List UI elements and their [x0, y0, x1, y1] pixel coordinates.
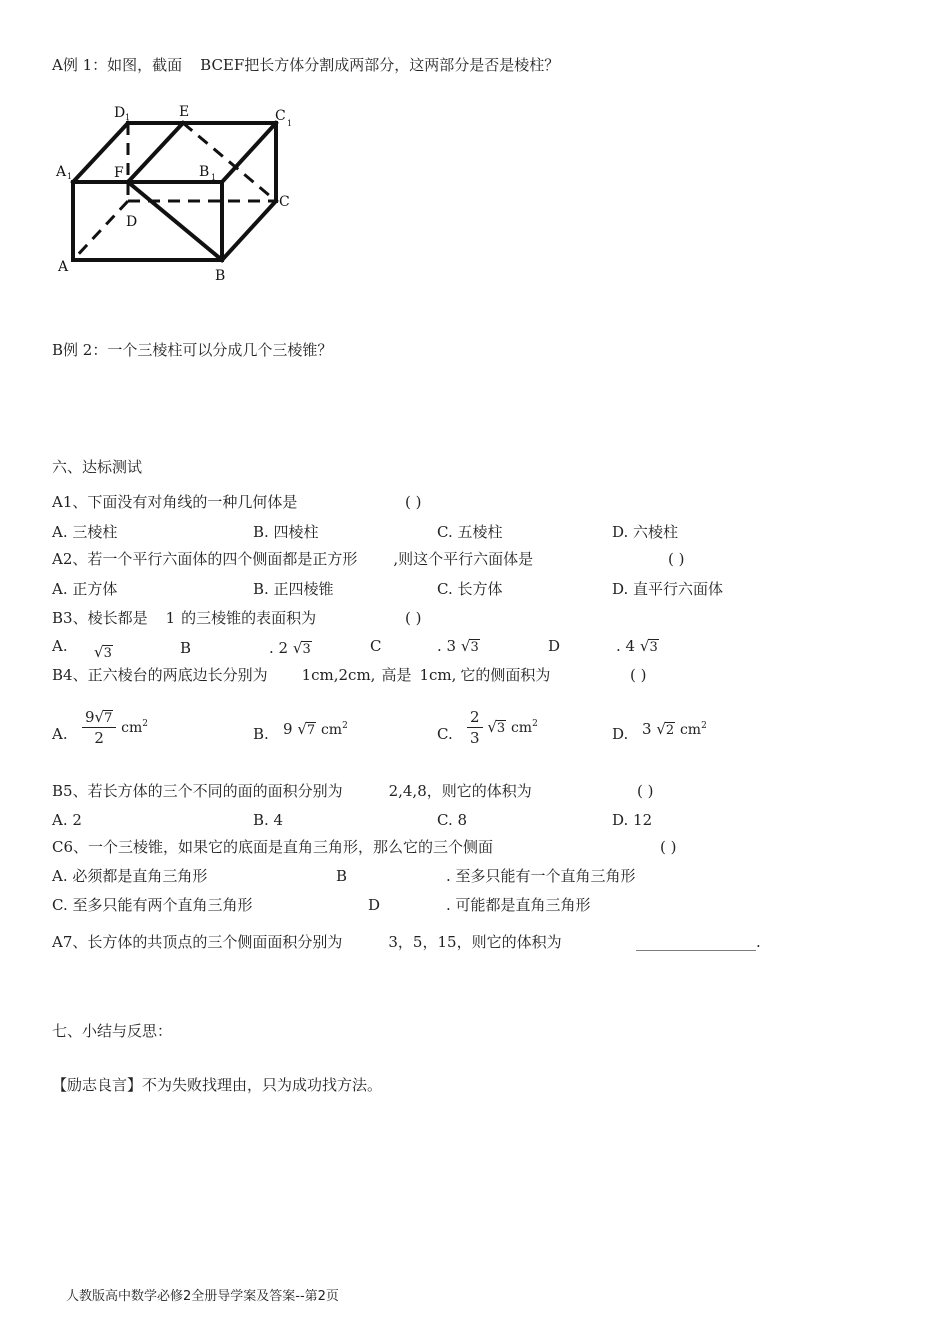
option-b-text: . 至多只能有一个直角三角形	[446, 867, 636, 885]
option-d: D	[368, 896, 381, 914]
option-b: B	[336, 867, 348, 885]
option-a: A. 三棱柱	[52, 523, 118, 541]
answer-paren: ( )	[660, 838, 677, 856]
option-d: D. 直平行六面体	[612, 580, 724, 598]
option-b: B. 4	[253, 811, 284, 829]
label-A1: A	[56, 164, 67, 180]
question-2: A2、若一个平行六面体的四个侧面都是正方形 ,则这个平行六面体是	[52, 550, 534, 568]
option-d-text: . 可能都是直角三角形	[446, 896, 591, 914]
example-2: B例 2：一个三棱柱可以分成几个三棱锥？	[52, 341, 333, 359]
option-a: A. 2	[52, 811, 82, 829]
answer-paren: ( )	[405, 493, 422, 511]
question-7: A7、长方体的共顶点的三个侧面面积分别为 3，5，15，则它的体积为	[52, 933, 562, 951]
svg-text:1: 1	[287, 119, 293, 128]
label-D1: D	[114, 105, 126, 121]
option-a-value: $\frac{9√7}{2}$ $cm^2$	[82, 710, 148, 746]
option-d: D.	[612, 725, 629, 743]
option-b: B.	[253, 725, 269, 743]
answer-paren: ( )	[668, 550, 685, 568]
option-d-value: 3 √2 $cm^2$	[642, 720, 707, 738]
option-d: D. 六棱柱	[612, 523, 679, 541]
svg-text:1: 1	[67, 172, 73, 181]
label-D: D	[126, 214, 138, 230]
option-b: B. 正四棱锥	[253, 580, 334, 598]
option-c: C. 至多只能有两个直角三角形	[52, 896, 253, 914]
option-c-value: . 3 √3	[437, 637, 479, 655]
option-c: C.	[437, 725, 453, 743]
option-a: A.	[52, 637, 68, 655]
option-b: B	[180, 639, 192, 657]
answer-paren: ( )	[630, 666, 647, 684]
option-d-value: . 4 √3	[616, 637, 658, 655]
option-c: C. 五棱柱	[437, 523, 503, 541]
label-F: F	[114, 165, 124, 181]
page-footer: 人教版高中数学必修2全册导学案及答案--第2页	[66, 1289, 339, 1304]
label-C1: C	[275, 108, 286, 124]
option-a: A. 正方体	[52, 580, 118, 598]
label-B: B	[215, 268, 226, 284]
section-6-title: 六、达标测试	[52, 458, 143, 476]
option-c: C. 8	[437, 811, 468, 829]
answer-paren: ( )	[405, 609, 422, 627]
question-3: B3、棱长都是 1 的三棱锥的表面积为	[52, 609, 317, 627]
label-E: E	[179, 104, 190, 120]
cuboid-figure	[50, 100, 310, 290]
motto: 【励志良言】不为失败找理由，只为成功找方法。	[52, 1076, 383, 1094]
option-a: A. 必须都是直角三角形	[52, 867, 208, 885]
svg-text:1: 1	[211, 173, 217, 182]
label-C: C	[279, 194, 290, 210]
option-b-value: . 2 √3	[269, 639, 311, 657]
label-A: A	[58, 259, 69, 275]
label-B1: B	[199, 164, 210, 180]
option-c: C	[370, 637, 382, 655]
answer-blank[interactable]: ________________.	[636, 933, 761, 951]
example-1: A例 1：如图，截面 BCEF把长方体分割成两部分，这两部分是否是棱柱？	[52, 56, 560, 74]
answer-paren: ( )	[637, 782, 654, 800]
option-c-value: $\frac{2}{3}$ √3 $cm^2$	[467, 710, 538, 746]
option-b: B. 四棱柱	[253, 523, 319, 541]
option-b-value: 9 √7 $cm^2$	[283, 720, 348, 738]
option-d: D. 12	[612, 811, 653, 829]
section-7-title: 七、小结与反思：	[52, 1022, 173, 1040]
question-4: B4、正六棱台的两底边长分别为 1cm,2cm, 高是 1cm, 它的侧面积为	[52, 666, 551, 684]
option-a: A.	[52, 725, 68, 743]
sqrt-3: √3	[94, 643, 112, 661]
svg-text:1: 1	[125, 113, 131, 122]
question-6: C6、一个三棱锥，如果它的底面是直角三角形，那么它的三个侧面	[52, 838, 494, 856]
question-5: B5、若长方体的三个不同的面的面积分别为 2,4,8，则它的体积为	[52, 782, 532, 800]
option-c: C. 长方体	[437, 580, 503, 598]
option-d: D	[548, 637, 561, 655]
question-1: A1、下面没有对角线的一种几何体是	[52, 493, 298, 511]
